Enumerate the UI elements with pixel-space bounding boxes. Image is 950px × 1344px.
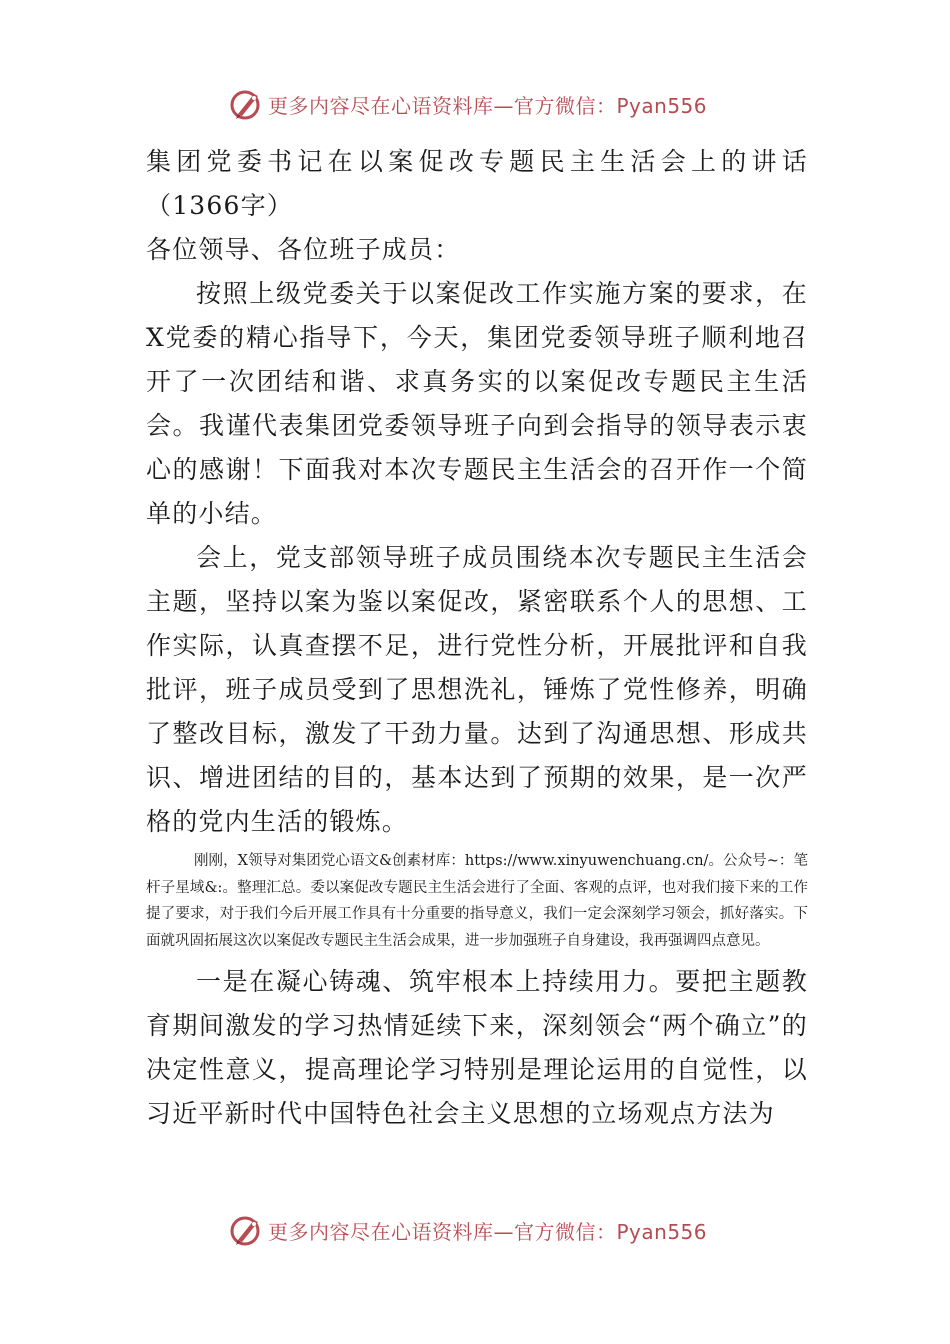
salutation: 各位领导、各位班子成员：	[146, 235, 461, 264]
footer-banner	[0, 1210, 950, 1250]
paragraph-3: 一是在凝心铸魂、筑牢根本上持续用力。要把主题教育期间激发的学习热情延续下来，深刻领会“两个确立”的决定性意义，提高理论学习特别是理论运用的自觉性，以习近平新时代中国特色社会主义思想的立场观点方法为	[146, 967, 808, 1128]
document-body	[146, 140, 808, 1136]
document-title: 集团党委书记在以案促改专题民主生活会上的讲话（1366字）	[146, 147, 808, 220]
pen-logo-icon	[228, 86, 264, 122]
small-paragraph: 刚刚，X领导对集团党心语文&创素材库：https://www.xinyuwenchuang.cn/。公众号~：笔杆子星域&:。整理汇总。委以案促改专题民主生活会进行了全面、客观的点评，也对我们接下来的工作提了要求，对于我们今后开展工作具有十分重要的指导意义，我们一定会深刻学习领会，抓好落实。下面就巩固拓展这次以案促改专题民主生活会成果，进一步加强班子自身建设，我再强调四点意见。	[146, 853, 808, 949]
paragraph-1: 按照上级党委关于以案促改工作实施方案的要求，在X党委的精心指导下，今天，集团党委领导班子顺利地召开了一次团结和谐、求真务实的以案促改专题民主生活会。我谨代表集团党委领导班子向到会指导的领导表示衷心的感谢！下面我对本次专题民主生活会的召开作一个简单的小结。	[146, 279, 808, 528]
banner-text: 更多内容尽在心语资料库—官方微信：Pyan556	[268, 1219, 708, 1244]
pen-logo-icon	[228, 1212, 264, 1248]
banner-text: 更多内容尽在心语资料库—官方微信：Pyan556	[268, 93, 708, 118]
paragraph-2: 会上，党支部领导班子成员围绕本次专题民主生活会主题，坚持以案为鉴以案促改，紧密联系个人的思想、工作实际，认真查摆不足，进行党性分析，开展批评和自我批评，班子成员受到了思想洗礼，锤炼了党性修养，明确了整改目标，激发了干劲力量。达到了沟通思想、形成共识、增进团结的目的，基本达到了预期的效果，是一次严格的党内生活的锻炼。	[146, 543, 808, 836]
header-banner	[0, 84, 950, 124]
